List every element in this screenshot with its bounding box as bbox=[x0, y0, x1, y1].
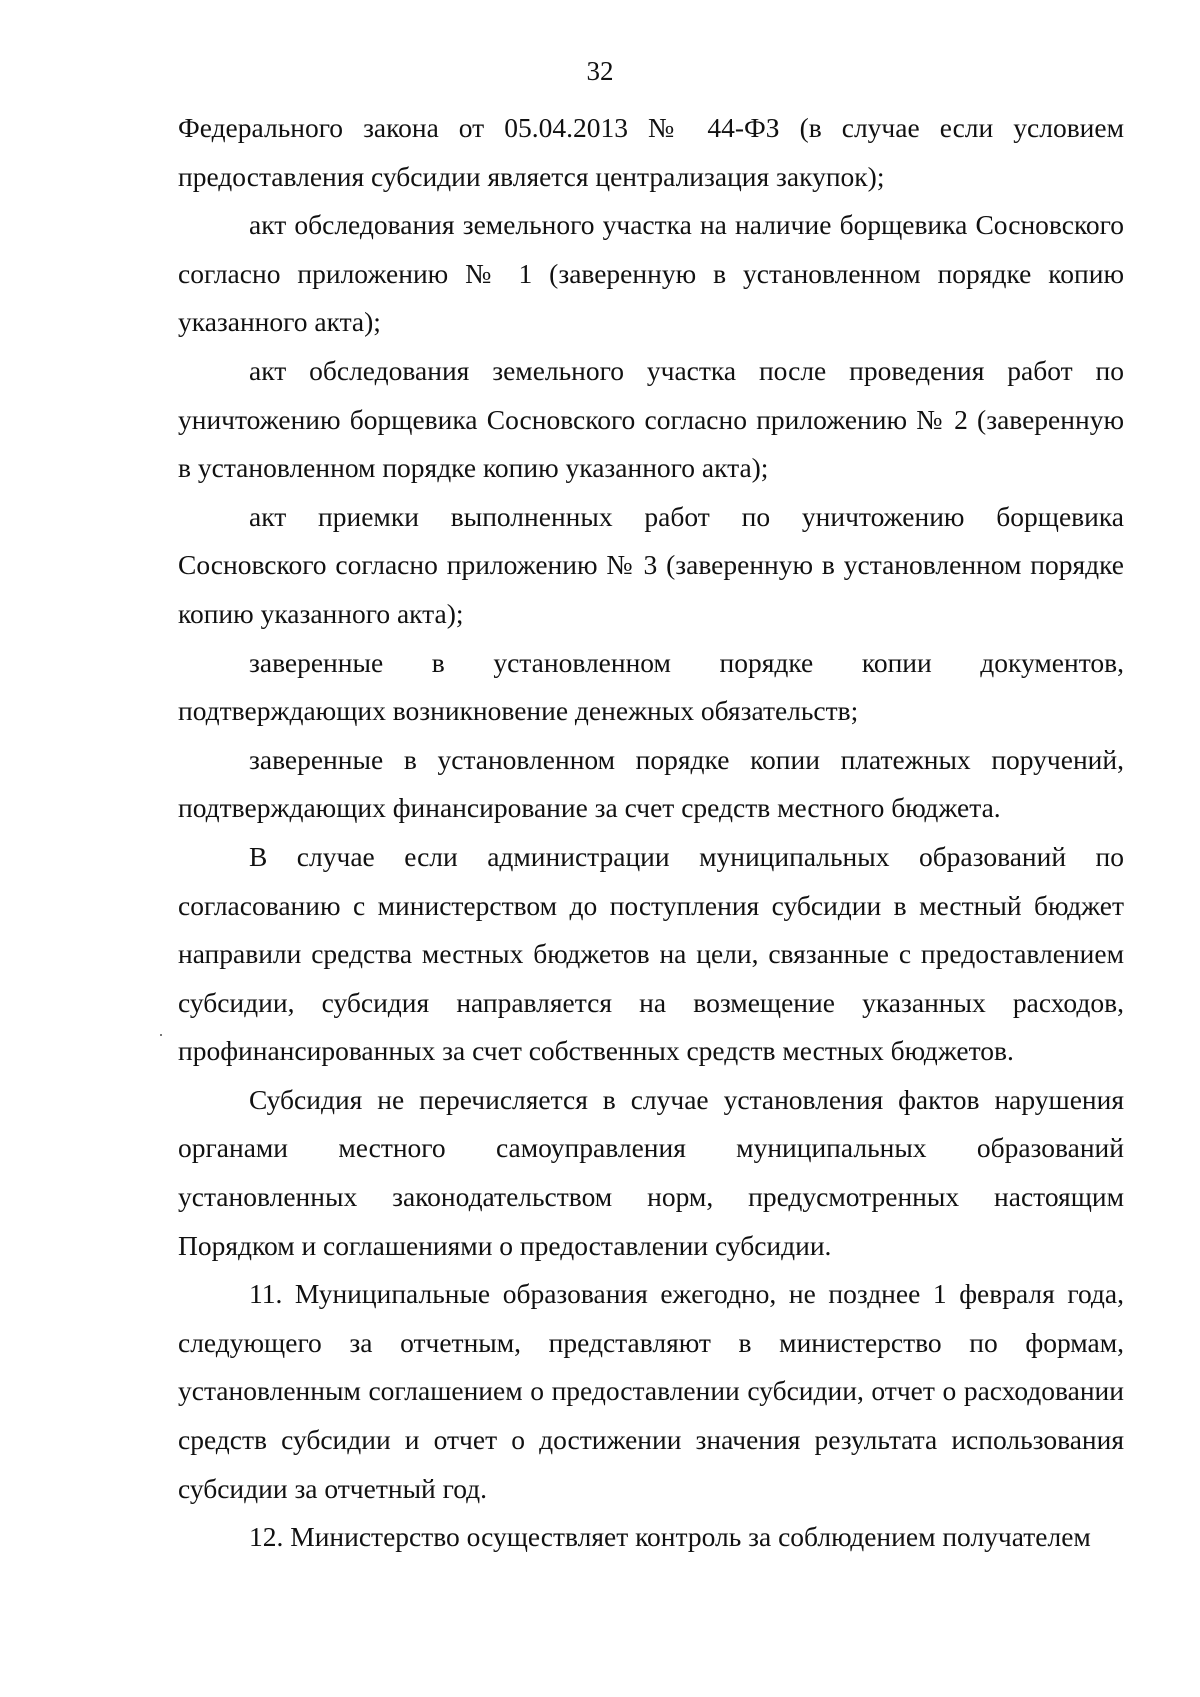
paragraph-acceptance-act: акт приемки выполненных работ по уничтожению борщевика Сосновского согласно приложению № 3 (заверенную в установленном порядке копию указанного акта); bbox=[178, 500, 1124, 629]
paragraph-clause-12: 12. Министерство осуществляет контроль за соблюдением получателем bbox=[249, 1521, 1091, 1553]
paragraph-payment-orders: заверенные в установленном порядке копии платежных поручений, подтверждающих финансирование за счет средств местного бюджета. bbox=[178, 743, 1124, 824]
paragraph-reimbursement: В случае если администрации муниципальных образований по согласованию с министерством до поступления субсидии в местный бюджет направили средства местных бюджетов на цели, связанные с предоставлением субсидии, субсидия направляется на возмещение указанных расходов, профинансированных за счет собственных средств местных бюджетов. bbox=[178, 840, 1124, 1067]
paragraph-clause-11: 11. Муниципальные образования ежегодно, не позднее 1 февраля года, следующего за отчетным, представляют в министерство по формам, установленным соглашением о предоставлении субсидии, отчет о расходовании средств субсидии и отчет о достижении значения результата использования субсидии за отчетный год. bbox=[178, 1278, 1124, 1504]
paragraph-continuation: Федерального закона от 05.04.2013 № 44-ФЗ (в случае если условием предоставления субсидии является централизация закупок); bbox=[178, 112, 1124, 192]
paragraph-survey-act: акт обследования земельного участка на наличие борщевика Сосновского согласно приложению № 1 (заверенную в установленном порядке копию указанного акта); bbox=[178, 209, 1124, 338]
paragraph-obligation-documents: заверенные в установленном порядке копии документов, подтверждающих возникновение денежных обязательств; bbox=[178, 646, 1124, 727]
document-body bbox=[178, 104, 1124, 1562]
scan-speck bbox=[160, 1034, 162, 1036]
paragraph-non-transfer: Субсидия не перечисляется в случае установления фактов нарушения органами местного самоуправления муниципальных образований установленных законодательством норм, предусмотренных настоящим Порядком и соглашениями о предоставлении субсидии. bbox=[178, 1083, 1124, 1261]
paragraph-post-work-act: акт обследования земельного участка после проведения работ по уничтожению борщевика Сосновского согласно приложению № 2 (заверенную в установленном порядке копию указанного акта); bbox=[178, 354, 1124, 484]
page-number: 32 bbox=[586, 56, 614, 86]
